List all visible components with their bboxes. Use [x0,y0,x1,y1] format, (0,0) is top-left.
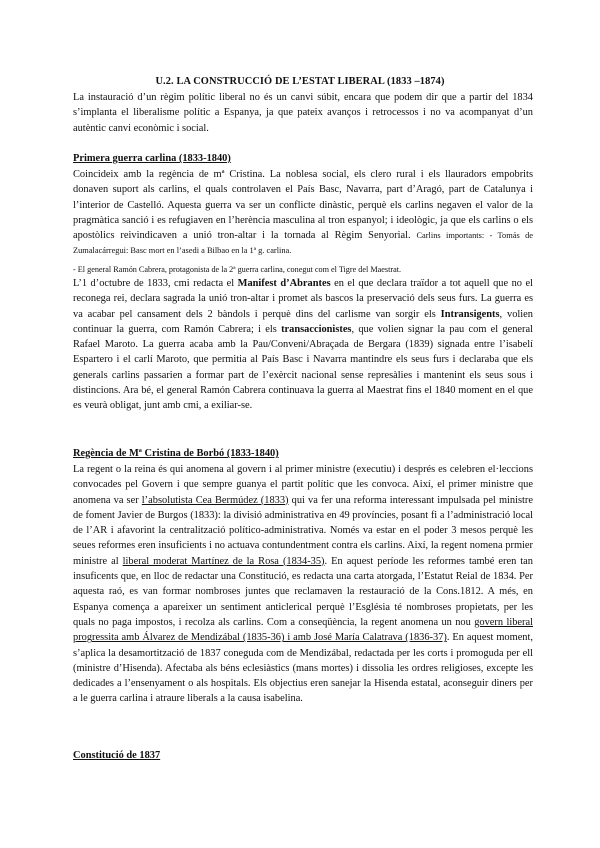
text-run: La regent o la reina és qui anomena al govern i al primer ministre (executiu) i després es celebren el·leccions convocades pel Govern i que sempre guanya el partit polític que les convoca. Així, el primer ministre que anomena va ser [73,464,533,506]
cabrera-note: - El general Ramón Cabrera, protagonista de la 2ª guerra carlina, conegut com el Tigre del Maestrat. [73,265,402,274]
first-carlist-war-paragraph [73,167,533,259]
intransigents-term: Intransigents [440,308,500,320]
text-run: L’1 d’octubre de 1833, cmi redacta el [73,278,238,289]
cea-bermudez-link-text: l’absolutista Cea Bermúdez (1833) [141,494,289,506]
section-heading-first-carlist-war: Primera guerra carlina (1833-1840) [73,153,231,164]
text-run: . En aquest període les reformes també eren tan insuficents que, en lloc de redactar una Constitució, es redacta una carta atorgada, l’Estatut Reial de 1834. Per aquesta raó, es van formar nombroses juntes que reclamaven la restauració de la Cons.1812. A més, en Espanya comença a apareixer un sentiment anticlerical perquè l’Església té nombroses propietats, per les quals no paga impostos, i recolza als carlins. Com a conseqüència, la regent anomena un nou [73,555,533,628]
section-heading-regency: Regència de Mª Cristina de Borbó (1833-1840) [73,448,279,459]
transaccionistes-term: transaccionistes [281,323,352,335]
abrantes-paragraph [73,276,533,414]
text-run: qui va fer una reforma interessant impulsada pel ministre de foment Javier de Burgos (1833): la divisió administrativa en 49 províncies, posant fi a l’administració local de l’AR i afavorint la centralització político-administrativa. Només va estar en el poder 3 mesos perquè les seues reformes eren insuficients i no actuava contundentment contra els carlins. Així, la regent nomena prmier ministre al [73,494,533,567]
progressive-government-text: govern liberal progressita amb Álvarez de Mendizábal (1835-36) i amb José María Calatrava (1836-37) [73,616,533,644]
text-run: , que volien signar la pau com el general Rafael Maroto. La guerra acaba amb la Pau/Conveni/Abraçada de Bergara (1839) signada entre l’isabelí Espartero i el carlí Maroto, que permitia al País Basc i Navarra mantindre els seus furs i declaraba que els generals carlins passarien a formar part de l’exèrcit nacional sense represàlies i mantenint els seus sous i distincions. Ara bé, el general Ramón Cabrera continuava la guerra al Maestrat fins el 1840 moment en el que es veurà obligat, junt amb cmi, a exiliar-se. [73,323,533,412]
document-title: U.2. LA CONSTRUCCIÓ DE L’ESTAT LIBERAL (1833 –1874) [155,76,445,87]
martinez-rosa-text: liberal moderat Martínez de la Rosa (1834-35) [122,555,325,567]
manifest-abrantes-term: Manifest d’Abrantes [237,278,331,289]
text-run: en el que declara traïdor a tot aquell que no el reconega rei, declara sagrada la unió tron-altar i promet als bascos la preservació dels seus furs. La guerra es va acabar pel cansament dels 2 bàndols i perquè dins del carlisme van sorgir els [73,278,533,320]
paragraph-text: Coincideix amb la regència de mª Cristina. La noblesa social, els clero rural i els llauradors empobrits donaven suport als carlins, el quals controlaven el País Basc, Navarra, part d’Aragó, part de Catalunya i l’interior de Castelló. Aquesta guerra va ser un conflicte dinàstic, perquè els carlins negaven el valor de la pragmàtica sanció i es refugiaven en l’herència masculina al tron espanyol; i ideològic, ja que els carlins o els apostòlics reivindicaven a unió tron-altar i la tornada al Règim Senyorial. [73,169,533,242]
important-carlists-inline: Carlins importants: - Tomás de Zumalacárregui: Basc mort en l’asedi a Bilbao en la 1ª g. carlina. [73,231,533,256]
text-run: , volien continuar la guerra, com Ramón Cabrera; i els [73,308,533,335]
regency-paragraph [73,462,533,707]
intro-paragraph: La instauració d’un règim polític liberal no és un canvi súbit, encara que podem dir que a partir del 1834 s’implanta el liberalisme polític a Espanya, ja que pateix avanços i retrocessos i no va acompanyat d’un autèntic canvi econòmic i social. [73,92,533,134]
section-heading-constitution-1837: Constitució de 1837 [73,750,161,761]
text-run: . En aquest moment, s’aplica la desamortització de 1837 coneguda com de Mendizábal, redactada per les corts i promoguda per ell (ministre d’Hisenda). Afectaba als béns eclesiàstics (mans mortes) i dissolia les ordres religioses, excepte les dedicades a l’ensenyament o als hospitals. Els objectius eren sanejar la Hisenda estatal, aconseguir diners per a le guerra carlina i atraure liberals a la causa isabelina. [73,632,533,705]
